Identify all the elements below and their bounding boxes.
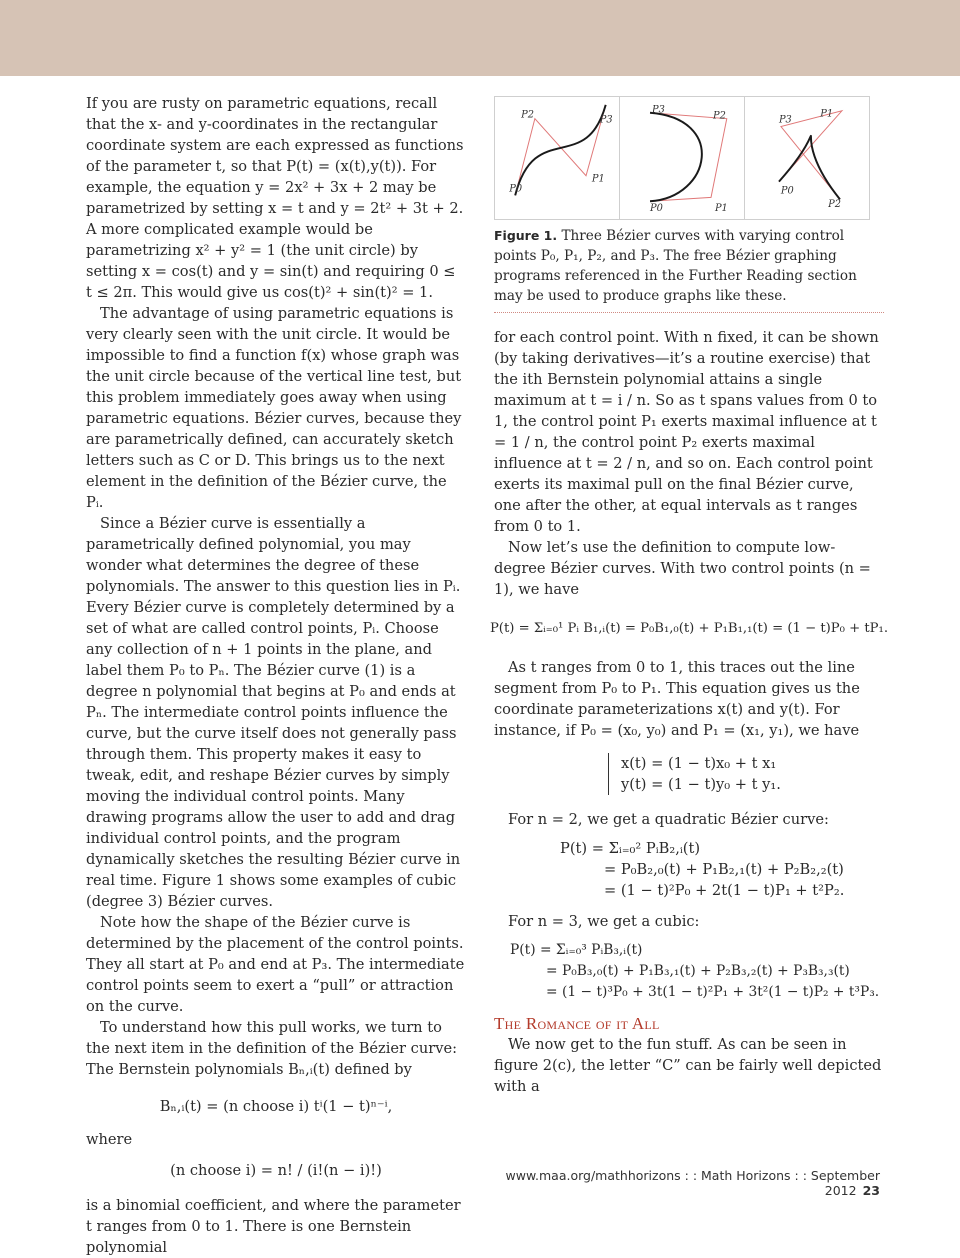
paragraph-binomial: is a binomial coefficient, and where the parameter t ranges from 0 to 1. There is one Bernstein polynomial <box>86 1197 461 1256</box>
paragraph-parametric: If you are rusty on parametric equations, recall that the x- and y-coordinates in the rectangular coordinate system are each expressed as functions of the parameter t, so that P(t) = (x(t),y(t)). For example, the equation y = 2x² + 3x + 2 may be parametrized by setting x = t and y = 2t² + 3t + 2. A more complicated example would be parametrizing x² + y² = 1 (the unit circle) by setting x = cos(t) and y = sin(t) and requiring 0 ≤ t ≤ 2π. This would give us cos(t)² + sin(t)² = 1. <box>86 95 464 301</box>
equation-cubic-line3: = (1 − t)³P₀ + 3t(1 − t)²P₁ + 3t²(1 − t)P₂ + t³P₃. <box>546 984 880 1000</box>
paragraph-unit-circle: The advantage of using parametric equations is very clearly seen with the unit circle. It would be impossible to find a function f(x) whose graph was the unit circle because of the vertical line test, but this problem immediately goes away when using parametric equations. Bézier curves, because they are parametrically defined, can accurately sketch letters such as C or D. This brings us to the next element in the definition of the Bézier curve, the Pᵢ. <box>86 305 462 511</box>
label-p1-c: P1 <box>820 108 834 120</box>
figure-1 <box>494 96 870 220</box>
figure-caption <box>494 226 884 306</box>
left-column <box>86 93 466 1258</box>
equation-cubic <box>494 940 884 1003</box>
label-p2-a: P2 <box>521 109 534 121</box>
figure-panel-b <box>620 97 745 219</box>
label-p0-a: P0 <box>509 183 523 195</box>
footer-text: www.maa.org/mathhorizons : : Math Horizons : : September 2012 <box>505 1168 880 1198</box>
figure-panel-c <box>745 97 869 219</box>
label-p3-a: P3 <box>599 114 613 126</box>
equation-quadratic-line2: = P₀B₂,₀(t) + P₁B₂,₁(t) + P₂B₂,₂(t) <box>604 861 844 878</box>
equation-system <box>608 753 884 795</box>
equation-linear: P(t) = Σᵢ₌₀¹ Pᵢ B₁,ᵢ(t) = P₀B₁,₀(t) + P₁B₁,₁(t) = (1 − t)P₀ + tP₁. <box>489 621 889 636</box>
dotted-divider <box>494 312 884 313</box>
equation-quadratic <box>494 838 884 901</box>
section-heading: The Romance of it All <box>494 1014 660 1033</box>
right-column <box>489 96 889 1097</box>
caption-label: Figure 1. <box>494 228 558 243</box>
header-band <box>0 0 960 76</box>
bezier-plot-b <box>620 97 744 219</box>
paragraph-control-points: Since a Bézier curve is essentially a parametrically defined polynomial, you may wonder what determines the degree of these polynomials. The answer to this question lies in Pᵢ. Every Bézier curve is completely determined by a set of what are called control points, Pᵢ. Choose any collection of n + 1 points in the plane, and label them P₀ to Pₙ. The Bézier curve (1) is a degree n polynomial that begins at P₀ and ends at Pₙ. The intermediate control points influence the curve, but the curve itself does not generally pass through them. This property makes it easy to tweak, edit, and reshape Bézier curves by simply moving the individual control points. Many drawing programs allow the user to add and drag individual control points, and the program dynamically sketches the resulting Bézier curve in real time. Figure 1 shows some examples of cubic (degree 3) Bézier curves. <box>86 515 461 910</box>
label-p3-b: P3 <box>651 104 665 116</box>
equation-x: x(t) = (1 − t)x₀ + t x₁ <box>621 755 777 772</box>
page-footer <box>480 1168 880 1198</box>
label-p3-c: P3 <box>778 114 792 126</box>
paragraph-maximum: for each control point. With n fixed, it can be shown (by taking derivatives—it’s a routine exercise) that the ith Bernstein polynomial attains a single maximum at t = i / n. So as t spans values from 0 to 1, the control point P₁ exerts maximal influence at t = 1 / n, the control point P₂ exerts maximal influence at t = 2 / n, and so on. Each control point exerts its maximal pull on the final Bézier curve, one after the other, at equal intervals as t ranges from 0 to 1. <box>494 329 879 535</box>
paragraph-quadratic: For n = 2, we get a quadratic Bézier curve: <box>508 811 829 828</box>
label-p0-b: P0 <box>650 203 663 215</box>
page-number: 23 <box>862 1183 880 1198</box>
paragraph-fun-stuff: We now get to the fun stuff. As can be seen in figure 2(c), the letter “C” can be fairly well depicted with a <box>494 1036 882 1095</box>
text-where: where <box>86 1131 133 1148</box>
bezier-plot-c <box>745 97 869 219</box>
caption-text: Three Bézier curves with varying control points P₀, P₁, P₂, and P₃. The free Bézier graphing programs referenced in the Further Reading section may be used to produce graphs like these. <box>494 228 857 304</box>
bezier-plot-a <box>495 97 619 219</box>
paragraph-low-degree: Now let’s use the definition to compute low-degree Bézier curves. With two control points (n = 1), we have <box>494 539 871 598</box>
equation-quadratic-line3: = (1 − t)²P₀ + 2t(1 − t)P₁ + t²P₂. <box>604 882 845 899</box>
label-p0-c: P0 <box>780 185 794 197</box>
equation-binomial: (n choose i) = n! / (i!(n − i)!) <box>170 1162 382 1179</box>
paragraph-cubic: For n = 3, we get a cubic: <box>508 913 700 930</box>
label-p1-a: P1 <box>591 173 605 185</box>
label-p2-c: P2 <box>828 199 842 211</box>
label-p2-b: P2 <box>712 110 726 122</box>
bezier-curve-b <box>650 113 702 202</box>
equation-bernstein: Bₙ,ᵢ(t) = (n choose i) tⁱ(1 − t)ⁿ⁻ⁱ, <box>159 1098 393 1115</box>
label-p1-b: P1 <box>714 203 728 215</box>
equation-cubic-line1: P(t) = Σᵢ₌₀³ PᵢB₃,ᵢ(t) <box>510 942 643 958</box>
equation-cubic-line2: = P₀B₃,₀(t) + P₁B₃,₁(t) + P₂B₃,₂(t) + P₃B₃,₃(t) <box>546 963 850 979</box>
paragraph-line-segment: As t ranges from 0 to 1, this traces out the line segment from P₀ to P₁. This equation gives us the coordinate parameterizations x(t) and y(t). For instance, if P₀ = (x₀, y₀) and P₁ = (x₁, y₁), we have <box>494 659 860 739</box>
equation-quadratic-line1: P(t) = Σᵢ₌₀² PᵢB₂,ᵢ(t) <box>560 840 701 857</box>
equation-y: y(t) = (1 − t)y₀ + t y₁. <box>621 776 781 793</box>
paragraph-bernstein-intro: To understand how this pull works, we turn to the next item in the definition of the Bézier curve: The Bernstein polynomials Bₙ,ᵢ(t) defined by <box>86 1019 458 1078</box>
paragraph-pull: Note how the shape of the Bézier curve is determined by the placement of the control points. They all start at P₀ and end at P₃. The intermediate control points seem to exert a “pull” or attraction on the curve. <box>86 914 465 1015</box>
figure-panel-a <box>495 97 620 219</box>
